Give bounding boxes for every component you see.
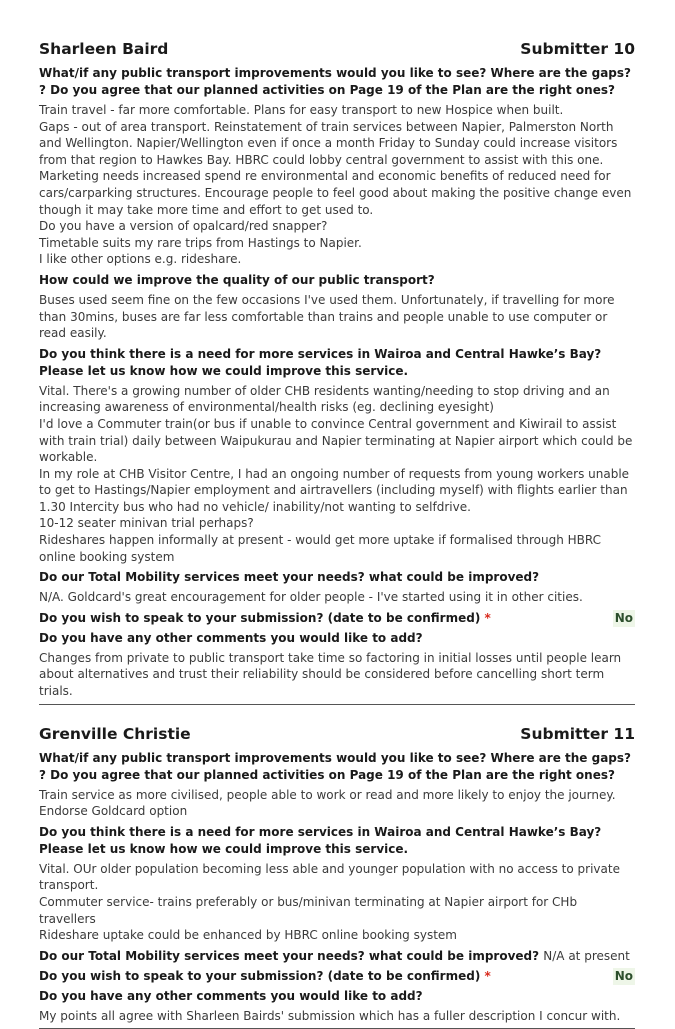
required-marker: * [484, 968, 491, 983]
answer-line: I like other options e.g. rideshare. [39, 252, 242, 267]
question-wairoa-chb: Do you think there is a need for more services in Wairoa and Central Hawke’s Bay? Please let us know how we could improve this service. [39, 346, 602, 378]
submission-sharleen-baird [39, 40, 635, 705]
answer-total-mobility: N/A at present [543, 948, 630, 963]
answer-line: Changes from private to public transport take time so factoring in initial losses until people learn about alternatives and trust their reliability should be considered before cancelling short term trials. [39, 650, 622, 699]
answer-line: Rideshares happen informally at present - would get more uptake if formalised through HBRC online booking system [39, 533, 602, 564]
answer-speak: No [614, 610, 633, 625]
divider [39, 704, 635, 705]
question-speak: Do you wish to speak to your submission? (date to be confirmed) * [39, 968, 491, 983]
submission-header [39, 40, 635, 62]
question-speak-row [39, 968, 635, 985]
answer-wairoa-chb [39, 861, 635, 944]
answer-improvements [39, 787, 635, 820]
question-improvements: What/if any public transport improvements would you like to see? Where are the gaps? ? Do you agree that our planned activities on Page 19 of the Plan are the right ones? [39, 750, 631, 782]
submitter-name: Grenville Christie [39, 724, 191, 743]
answer-other-comments [39, 650, 635, 700]
question-improvements: What/if any public transport improvements would you like to see? Where are the gaps? ? Do you agree that our planned activities on Page 19 of the Plan are the right ones? [39, 66, 631, 97]
submission-header [39, 725, 635, 747]
submission-grenville-christie [39, 725, 635, 1029]
question-wairoa-chb: Do you think there is a need for more services in Wairoa and Central Hawke’s Bay? Please let us know how we could improve this service. [39, 824, 602, 856]
answer-line: Commuter service- trains preferably or bus/minivan terminating at Napier airport for CHb travellers [39, 895, 578, 926]
answer-line: In my role at CHB Visitor Centre, I had an ongoing number of requests from young workers unable to get to Hastings/Napier employment and airtravellers (including myself) with flights earlier than 1.30 Intercity bus who had no vehicle/ inability/not wanting to selfdrive. [39, 466, 630, 514]
answer-line: Endorse Goldcard option [39, 804, 188, 819]
answer-line: Marketing needs increased spend re environmental and economic benefits of reduced need for cars/carparking structures. Encourage people to feel good about making the positive change even though it may take more time and effort to get used to. [39, 169, 632, 217]
answer-line: Train service as more civilised, people able to work or read and more likely to enjoy the journey. [39, 787, 616, 802]
answer-line: Train travel - far more comfortable. Plans for easy transport to new Hospice when built. [39, 103, 564, 117]
answer-improvements [39, 102, 635, 268]
question-other-comments: Do you have any other comments you would like to add? [39, 630, 423, 645]
answer-other-comments [39, 1008, 635, 1025]
answer-line: I'd love a Commuter train(or bus if unable to convince Central government and Kiwirail to assist with train trial) daily between Waipukurau and Napier terminating at Napier airport which could be workable. [39, 416, 633, 465]
answer-quality [39, 292, 635, 342]
question-other-comments: Do you have any other comments you would like to add? [39, 988, 423, 1003]
answer-line: Vital. OUr older population becoming less able and younger population with no access to private transport. [39, 861, 620, 893]
required-marker: * [484, 610, 491, 625]
question-total-mobility: Do our Total Mobility services meet your needs? what could be improved? N/A at present [39, 948, 630, 963]
submitter-number: Submitter 10 [520, 40, 635, 58]
answer-wairoa-chb [39, 383, 635, 566]
question-quality: How could we improve the quality of our public transport? [39, 272, 435, 287]
answer-line: Gaps - out of area transport. Reinstatement of train services between Napier, Palmerston North and Wellington. Napier/Wellington even if once a month Friday to Sunday could increase visitors from that region to Hawkes Bay. HBRC could lobby central government to assist with this one. [39, 119, 618, 167]
document-page [39, 40, 635, 1029]
answer-line: Rideshare uptake could be enhanced by HBRC online booking system [39, 928, 457, 943]
answer-speak: No [614, 968, 633, 983]
submitter-number: Submitter 11 [520, 724, 635, 743]
submitter-name: Sharleen Baird [39, 40, 169, 58]
answer-line: 10-12 seater minivan trial perhaps? [39, 516, 254, 531]
answer-line: Buses used seem fine on the few occasions I've used them. Unfortunately, if travelling for more than 30mins, buses are far less comfortable than trains and people unable to use computer or read easily. [39, 292, 615, 341]
answer-line: Do you have a version of opalcard/red snapper? [39, 219, 328, 234]
question-speak-row [39, 610, 635, 627]
answer-line: Vital. There's a growing number of older CHB residents wanting/needing to stop driving and an increasing awareness of environmental/health risks (eg. declining eyesight) [39, 383, 610, 415]
answer-line: Timetable suits my rare trips from Hastings to Napier. [39, 235, 362, 250]
answer-total-mobility: N/A. Goldcard's great encouragement for older people - I've started using it in other cities. [39, 590, 583, 605]
question-total-mobility: Do our Total Mobility services meet your needs? what could be improved? [39, 570, 540, 585]
question-speak: Do you wish to speak to your submission? (date to be confirmed) * [39, 610, 491, 625]
answer-line: My points all agree with Sharleen Bairds' submission which has a fuller description I concur with. [39, 1008, 621, 1023]
